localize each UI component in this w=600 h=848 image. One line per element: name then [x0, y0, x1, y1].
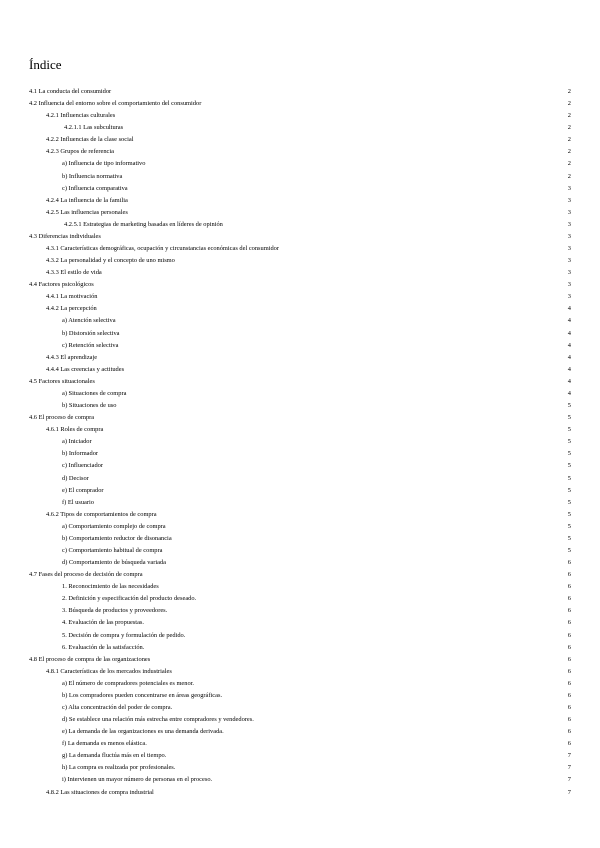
toc-entry[interactable]: [0, 436, 600, 448]
toc-entry-title: i) Intervienen un mayor número de personas en el proceso.: [62, 776, 213, 784]
toc-entry[interactable]: [0, 279, 600, 291]
toc-entry[interactable]: [0, 291, 600, 303]
toc-entry-title: c) Influencia comparativa: [62, 184, 128, 192]
toc-entry-title: a) Atención selectiva: [62, 317, 116, 325]
toc-entry-page-number: 6: [567, 703, 571, 711]
toc-entry[interactable]: [0, 98, 600, 110]
toc-entry[interactable]: [0, 787, 600, 799]
toc-entry[interactable]: [0, 122, 600, 134]
toc-entry[interactable]: [0, 460, 600, 472]
toc-entry-title: 4.2.1.1 Las subculturas: [64, 124, 124, 132]
toc-entry[interactable]: [0, 315, 600, 327]
toc-entry-page-number: 7: [567, 776, 571, 784]
toc-entry-title: 4.2.2 Influencias de la clase social: [46, 136, 134, 144]
toc-title: Índice: [29, 57, 62, 72]
toc-entry[interactable]: [0, 86, 600, 98]
toc-entry-title: 4.8 El proceso de compra de las organizaciones: [29, 655, 151, 663]
toc-entry-title: 4.2.5.1 Estrategias de marketing basadas en líderes de opinión: [64, 220, 223, 228]
toc-entry-page-number: 6: [567, 571, 571, 579]
toc-entry[interactable]: [0, 521, 600, 533]
toc-entry-page-number: 6: [567, 631, 571, 639]
toc-entry-page-number: 6: [567, 655, 571, 663]
toc-entry[interactable]: [0, 750, 600, 762]
toc-entry-title: b) Influencia normativa: [62, 172, 123, 180]
toc-entry-title: 2. Definición y especificación del producto deseado.: [62, 595, 197, 603]
toc-entry-page-number: 4: [567, 329, 571, 337]
toc-entry-page-number: 2: [567, 112, 571, 120]
toc-entry-title: 4.4.3 El aprendizaje: [46, 353, 98, 361]
toc-entry-title: f) El usuario: [62, 498, 94, 506]
toc-entry[interactable]: [0, 267, 600, 279]
toc-entry-page-number: 5: [567, 474, 571, 482]
toc-entry-title: 4.3.1 Características demográficas, ocupación y circunstancias económicas del consumidor: [46, 245, 279, 253]
toc-entry[interactable]: [0, 448, 600, 460]
toc-entry[interactable]: [0, 617, 600, 629]
toc-entry[interactable]: [0, 231, 600, 243]
toc-entry-page-number: 5: [567, 522, 571, 530]
toc-entry-page-number: 2: [567, 160, 571, 168]
toc-entry[interactable]: [0, 533, 600, 545]
toc-entry[interactable]: [0, 678, 600, 690]
toc-entry[interactable]: [0, 557, 600, 569]
toc-entry-page-number: 5: [567, 462, 571, 470]
toc-entry-page-number: 3: [567, 245, 571, 253]
toc-entry-title: 4.2.4 La influencia de la familia: [46, 196, 128, 204]
toc-entry-title: b) Informador: [62, 450, 99, 458]
toc-entry-title: 4.3 Diferencias individuales: [29, 232, 101, 240]
toc-entry[interactable]: [0, 400, 600, 412]
toc-entry-title: 4.6.1 Roles de compra: [46, 426, 104, 434]
toc-entry-title: 4.4 Factores psicológicos: [29, 281, 94, 289]
toc-entry[interactable]: [0, 545, 600, 557]
toc-entry[interactable]: [0, 714, 600, 726]
toc-entry-page-number: 3: [567, 281, 571, 289]
toc-entry-title: 4.8.1 Características de los mercados industriales: [46, 667, 172, 675]
toc-entry-title: a) El número de compradores potenciales es menor.: [62, 679, 195, 687]
toc-entry-title: a) Iniciador: [62, 438, 92, 446]
toc-entry-page-number: 3: [567, 232, 571, 240]
toc-entry[interactable]: [0, 364, 600, 376]
toc-entry[interactable]: [0, 666, 600, 678]
toc-entry[interactable]: [0, 630, 600, 642]
toc-entry-title: b) Los compradores pueden concentrarse en áreas geográficas.: [62, 691, 223, 699]
toc-entry[interactable]: [0, 134, 600, 146]
toc-entry-title: 4.4.4 Las creencias y actitudes: [46, 365, 125, 373]
toc-entry-title: 1. Reconocimiento de las necesidades: [62, 583, 159, 591]
toc-entry-page-number: 3: [567, 196, 571, 204]
toc-entry-title: 4.7 Fases del proceso de decisión de compra: [29, 571, 143, 579]
toc-entry-page-number: 3: [567, 257, 571, 265]
toc-entry-page-number: 4: [567, 389, 571, 397]
toc-entry-title: h) La compra es realizada por profesionales.: [62, 764, 176, 772]
toc-entry-title: b) Situaciones de uso: [62, 402, 117, 410]
toc-entry-page-number: 5: [567, 498, 571, 506]
toc-entry[interactable]: [0, 376, 600, 388]
toc-entry-title: 4.6 El proceso de compra: [29, 414, 95, 422]
toc-entry-page-number: 2: [567, 172, 571, 180]
toc-entry[interactable]: [0, 762, 600, 774]
toc-entry-page-number: 6: [567, 595, 571, 603]
toc-entry[interactable]: [0, 303, 600, 315]
toc-entry-page-number: 4: [567, 353, 571, 361]
toc-entry-page-number: 7: [567, 764, 571, 772]
toc-entry-page-number: 7: [567, 788, 571, 796]
toc-entry[interactable]: [0, 219, 600, 231]
toc-entry[interactable]: [0, 255, 600, 267]
toc-entry-page-number: 5: [567, 414, 571, 422]
toc-entry-page-number: 3: [567, 184, 571, 192]
toc-entry-page-number: 3: [567, 208, 571, 216]
toc-entry-page-number: 5: [567, 510, 571, 518]
toc-entry[interactable]: [0, 473, 600, 485]
toc-entry-page-number: 5: [567, 438, 571, 446]
toc-entry-title: c) Comportamiento habitual de compra: [62, 546, 163, 554]
toc-entry-title: 4.2.1 Influencias culturales: [46, 112, 116, 120]
toc-entry-title: 4.4.2 La percepción: [46, 305, 97, 313]
toc-entry[interactable]: [0, 207, 600, 219]
toc-entry-page-number: 5: [567, 450, 571, 458]
toc-entry-page-number: 4: [567, 341, 571, 349]
toc-entry-title: 6. Evaluación de la satisfacción.: [62, 643, 145, 651]
toc-entry-page-number: 3: [567, 293, 571, 301]
toc-entry-page-number: 6: [567, 607, 571, 615]
toc-entry-page-number: 2: [567, 124, 571, 132]
toc-entry[interactable]: [0, 485, 600, 497]
toc-entry-page-number: 6: [567, 740, 571, 748]
toc-entry[interactable]: [0, 412, 600, 424]
toc-entry-title: 4.1 La conducta del consumidor: [29, 88, 112, 95]
toc-entry-title: 5. Decisión de compra y formulación de pedido.: [62, 631, 186, 639]
toc-entry-title: 4.2 Influencia del entorno sobre el comportamiento del consumidor: [29, 100, 202, 108]
toc-entry[interactable]: [0, 509, 600, 521]
toc-entry-title: c) Alta concentración del poder de compra.: [62, 703, 173, 711]
toc-entry-page-number: 4: [567, 365, 571, 373]
toc-entry-title: g) La demanda fluctúa más en el tiempo.: [62, 752, 167, 760]
toc-entry-page-number: 3: [567, 220, 571, 228]
toc-entry[interactable]: [0, 388, 600, 400]
toc-entry[interactable]: [0, 195, 600, 207]
toc-entry-title: 4.5 Factores situacionales: [29, 377, 95, 385]
toc-entry[interactable]: [0, 110, 600, 122]
toc-entry-title: 4.2.3 Grupos de referencia: [46, 148, 114, 156]
toc-entry-title: 4. Evaluación de las propuestas.: [62, 619, 144, 627]
toc-list: [0, 86, 600, 799]
toc-entry-title: 4.2.5 Las influencias personales: [46, 208, 128, 216]
toc-entry-title: b) Comportamiento reductor de disonancia: [62, 534, 172, 542]
toc-entry[interactable]: [0, 328, 600, 340]
toc-entry-page-number: 4: [567, 317, 571, 325]
toc-entry-page-number: 5: [567, 546, 571, 554]
toc-entry[interactable]: [0, 146, 600, 158]
toc-entry[interactable]: [0, 642, 600, 654]
toc-entry-page-number: 6: [567, 728, 571, 736]
toc-entry-page-number: 3: [567, 269, 571, 277]
toc-entry-title: 4.8.2 Las situaciones de compra industrial: [46, 788, 154, 796]
toc-entry[interactable]: [0, 726, 600, 738]
toc-entry[interactable]: [0, 243, 600, 255]
toc-entry[interactable]: [0, 424, 600, 436]
toc-entry-page-number: 4: [567, 305, 571, 313]
toc-entry[interactable]: [0, 774, 600, 786]
toc-entry-title: 4.3.2 La personalidad y el concepto de uno mismo: [46, 257, 175, 265]
toc-entry[interactable]: [0, 605, 600, 617]
toc-entry-page-number: 2: [567, 148, 571, 156]
toc-entry[interactable]: [0, 654, 600, 666]
toc-entry-page-number: 6: [567, 583, 571, 591]
toc-entry-page-number: 5: [567, 534, 571, 542]
toc-entry-title: c) Retención selectiva: [62, 341, 119, 349]
toc-entry-title: a) Situaciones de compra: [62, 389, 127, 397]
toc-entry-page-number: 6: [567, 679, 571, 687]
toc-entry-title: f) La demanda es menos elástica.: [62, 740, 147, 748]
toc-entry-page-number: 6: [567, 667, 571, 675]
toc-entry-title: e) La demanda de las organizaciones es una demanda derivada.: [62, 728, 224, 736]
toc-entry-title: a) Influencia de tipo informativo: [62, 160, 146, 168]
toc-entry-title: e) El comprador: [62, 486, 104, 494]
toc-entry-page-number: 2: [567, 136, 571, 144]
toc-entry[interactable]: [0, 497, 600, 509]
toc-entry-page-number: 2: [567, 88, 571, 95]
toc-entry-title: d) Se establece una relación más estrecha entre compradores y vendedores.: [62, 716, 254, 724]
toc-entry-page-number: 2: [567, 100, 571, 108]
toc-entry-page-number: 6: [567, 619, 571, 627]
toc-entry[interactable]: [0, 569, 600, 581]
toc-entry[interactable]: [0, 581, 600, 593]
toc-entry-page-number: 5: [567, 426, 571, 434]
toc-entry[interactable]: [0, 340, 600, 352]
toc-entry[interactable]: [0, 690, 600, 702]
toc-entry-page-number: 7: [567, 752, 571, 760]
toc-entry-title: a) Comportamiento complejo de compra: [62, 522, 166, 530]
toc-entry-page-number: 5: [567, 486, 571, 494]
toc-entry-page-number: 6: [567, 691, 571, 699]
toc-entry-title: 4.4.1 La motivación: [46, 293, 98, 301]
toc-entry-page-number: 5: [567, 402, 571, 410]
toc-entry-page-number: 6: [567, 643, 571, 651]
toc-entry-page-number: 4: [567, 377, 571, 385]
toc-entry-title: d) Comportamiento de búsqueda variada: [62, 559, 166, 567]
toc-entry-page-number: 6: [567, 716, 571, 724]
toc-entry-title: 4.3.3 El estilo de vida: [46, 269, 102, 277]
toc-entry[interactable]: [0, 158, 600, 170]
toc-entry[interactable]: [0, 352, 600, 364]
toc-entry-page-number: 6: [567, 559, 571, 567]
toc-entry-title: 3. Búsqueda de productos y proveedores.: [62, 607, 168, 615]
toc-entry-title: 4.6.2 Tipos de comportamientos de compra: [46, 510, 157, 518]
toc-entry-title: d) Decisor: [62, 474, 89, 482]
toc-entry[interactable]: [0, 738, 600, 750]
toc-entry[interactable]: [0, 171, 600, 183]
toc-entry[interactable]: [0, 183, 600, 195]
toc-entry-title: c) Influenciador: [62, 462, 103, 470]
toc-entry[interactable]: [0, 593, 600, 605]
toc-entry[interactable]: [0, 702, 600, 714]
toc-entry-title: b) Distorsión selectiva: [62, 329, 120, 337]
